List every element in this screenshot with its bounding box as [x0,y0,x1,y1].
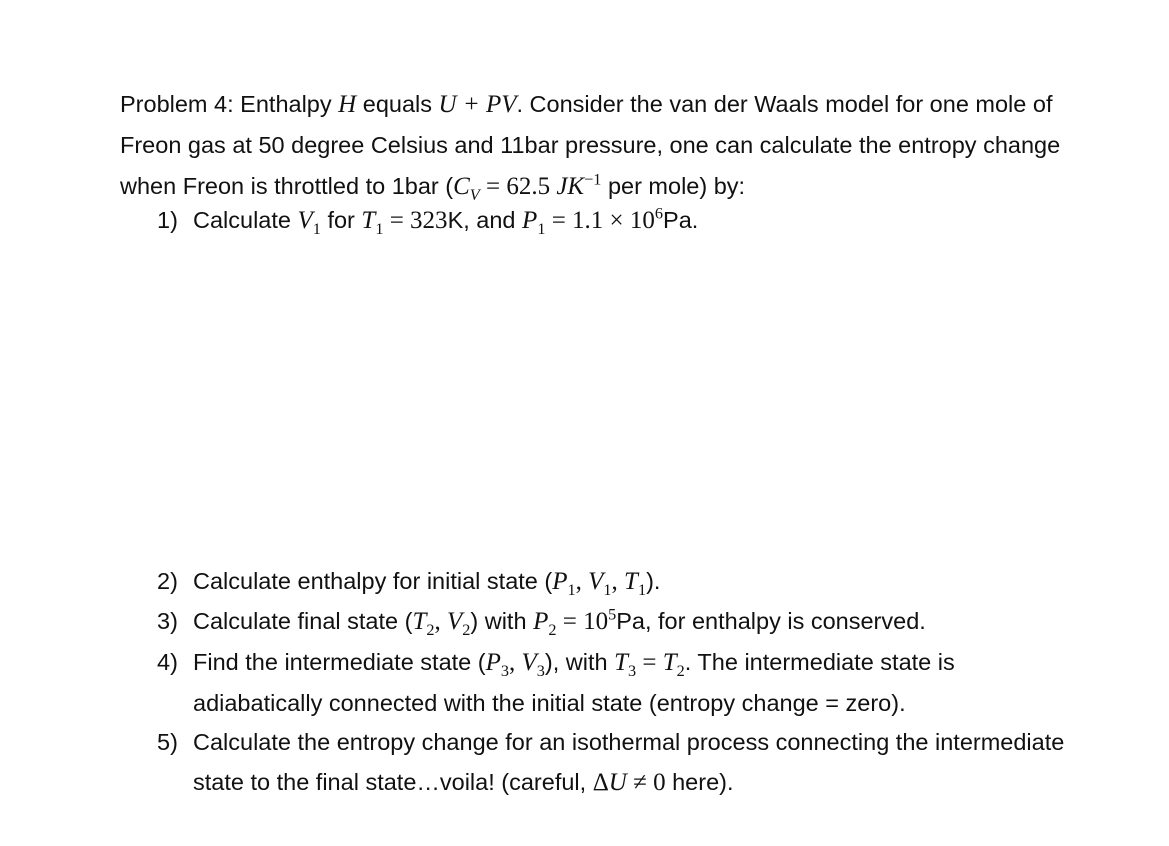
math-v1: $V_1$ [297,207,321,238]
step-text: Find the intermediate state ($P_3$, $V_3$), with $T_3 = T_2$. The intermediate state is adiabatically connected with the initial state (entropy change = zero). [193,649,955,716]
math-u-plus-pv: U + PV [438,90,517,118]
math-p1: $P_1 = 1.1 \times 10^6$ [522,204,664,238]
step-4 [157,642,1077,723]
math-t3-eq-t2: $T_3 = T_2$ [614,649,685,680]
math-p2: $P_2 = 10^5$ [533,605,617,639]
intro-text: . Consider the van der Waals model for one mole of Freon gas at 50 degree Celsius and 11bar pressure, one can calculate the entropy change when Freon is throttled to 1bar ( [120,90,1061,199]
step-number: 4) [157,649,178,675]
problem-intro [120,84,1080,207]
math-state-2: $T_2$, $V_2$ [412,608,471,639]
step-number: 2) [157,568,178,594]
math-H: H [338,90,357,118]
math-t1: $T_1 = 323$ [361,207,448,238]
problem-title: Problem 4: [120,90,234,117]
step-text: Calculate $V_1$ for $T_1 = 323K$, and $P_1 = 1.1 \times 10^6Pa$. [193,204,699,238]
step-2 [157,561,1077,602]
step-number: 5) [157,729,178,755]
step-text: Calculate enthalpy for initial state ($P_1$, $V_1$, $T_1$). [193,568,661,599]
step-number: 3) [157,608,178,634]
step-3 [157,601,1077,642]
step-1 [157,200,1077,241]
step-number: 1) [157,207,178,233]
math-state-3: $P_3$, $V_3$ [485,649,545,680]
math-delta-u: ΔU ≠ 0 [592,769,666,796]
intro-text: Enthalpy [240,90,332,117]
step-text: Calculate the entropy change for an isothermal process connecting the intermediate state to the final state…voila! (careful, ΔU ≠ 0 here). [193,729,1065,796]
math-cv: $C_V = 62.5$ $JK^{-1}$ [453,170,602,204]
math-state-1: $P_1$, $V_1$, $T_1$ [552,568,647,599]
intro-text: per mole) by: [607,172,746,199]
intro-text: equals [362,90,432,117]
step-text: Calculate final state ($T_2$, $V_2$) with $P_2 = 10^5Pa$, for enthalpy is conserved. [193,605,926,639]
step-5 [157,722,1077,803]
